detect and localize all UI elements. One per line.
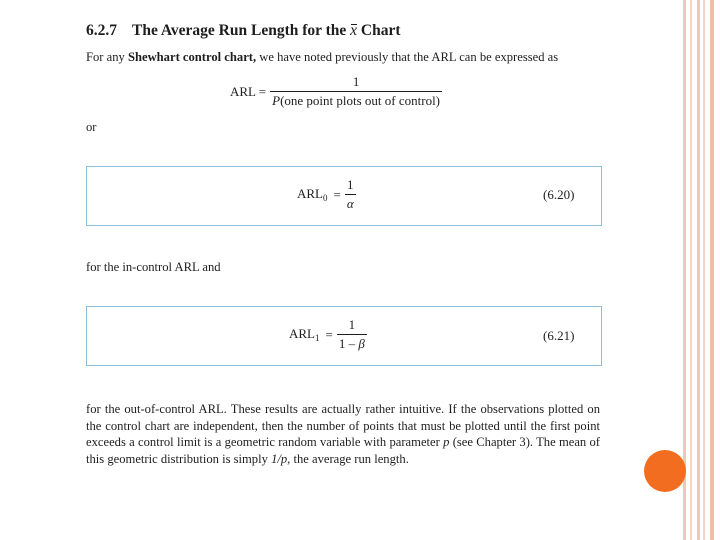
parameter-p: p bbox=[443, 435, 450, 450]
equation-fraction bbox=[337, 317, 367, 352]
fraction-numerator: 1 bbox=[347, 177, 354, 192]
decorative-stripe bbox=[683, 0, 686, 540]
decorative-orange-circle bbox=[644, 450, 686, 492]
probability-symbol: P bbox=[272, 93, 281, 108]
equation-lhs: $ARL_0$ bbox=[297, 186, 328, 203]
arl0-equation bbox=[297, 177, 356, 212]
in-control-text: for the in-control ARL and bbox=[86, 260, 221, 274]
fraction-numerator: 1 bbox=[352, 74, 360, 89]
intro-sentence bbox=[86, 50, 558, 65]
fraction-denominator: 1 – β bbox=[338, 336, 365, 351]
paragraph-text: , the average run length. bbox=[287, 451, 409, 466]
arl-general-equation bbox=[230, 74, 442, 109]
fraction-denominator bbox=[270, 91, 442, 109]
x-bar-symbol: x bbox=[350, 22, 358, 39]
paragraph-text: (see Chapter 3). The mean of this geometric distribution is simply bbox=[86, 435, 600, 466]
section-number: 6.2.7 bbox=[86, 22, 117, 39]
equation-box-6-21 bbox=[86, 306, 602, 366]
decorative-stripe bbox=[703, 0, 705, 540]
fraction-numerator: 1 bbox=[348, 317, 356, 332]
equation-lhs: $ARL_1$ bbox=[289, 326, 320, 343]
equation-fraction bbox=[270, 74, 442, 109]
or-connector: or bbox=[86, 120, 97, 134]
decorative-stripe bbox=[710, 0, 714, 540]
equation-lhs: ARL = bbox=[230, 83, 267, 99]
closing-paragraph bbox=[86, 401, 600, 467]
decorative-stripe bbox=[690, 0, 692, 540]
mean-formula: 1/p bbox=[271, 451, 288, 466]
section-heading bbox=[86, 22, 401, 40]
equation-number: (6.20) bbox=[543, 187, 575, 202]
heading-title-part: The Average Run Length for the bbox=[132, 22, 347, 39]
intro-text: For any bbox=[86, 50, 125, 64]
equals-sign: = bbox=[325, 326, 333, 342]
denominator-text: (one point plots out of control) bbox=[280, 93, 441, 108]
intro-bold-term: Shewhart control chart, bbox=[127, 50, 257, 64]
heading-title-part: Chart bbox=[360, 22, 401, 39]
equals-sign: = bbox=[333, 186, 341, 202]
decorative-stripe bbox=[697, 0, 700, 540]
equation-number: (6.21) bbox=[543, 328, 575, 343]
paragraph-text: for the out-of-control ARL. These results are actually rather intuitive. If the observations plotted on the control chart are independent, then the number of points that must be plotted until the first point exceeds a control limit is a geometric random variable with parameter bbox=[86, 402, 600, 450]
intro-text: we have noted previously that the ARL can be expressed as bbox=[259, 50, 559, 64]
equation-fraction bbox=[345, 177, 356, 212]
arl1-equation bbox=[289, 317, 367, 352]
fraction-denominator: α bbox=[346, 196, 354, 211]
equation-box-6-20 bbox=[86, 166, 602, 226]
